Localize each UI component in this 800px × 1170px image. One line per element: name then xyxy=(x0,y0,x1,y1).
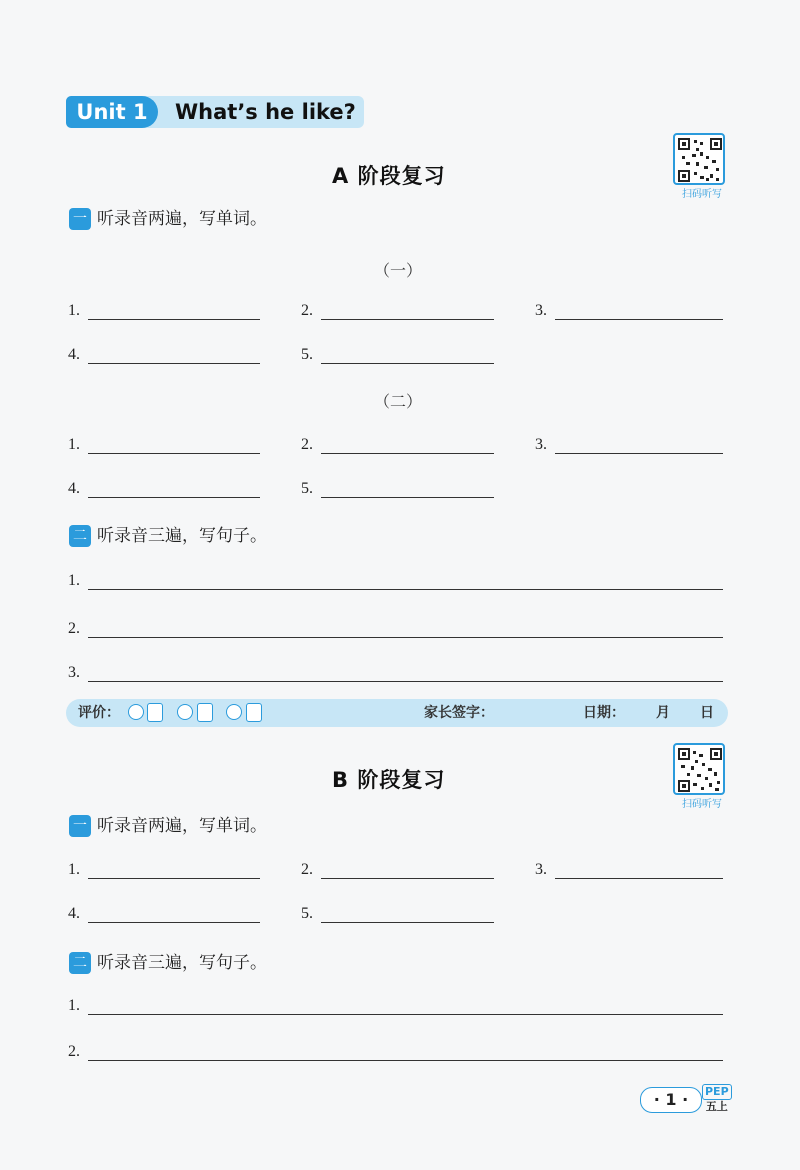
word-blank-3[interactable] xyxy=(535,861,723,881)
date-label: 日期： xyxy=(583,705,625,721)
blank-number: 2. xyxy=(301,861,313,878)
blank-number: 1. xyxy=(68,302,80,319)
section-a-title: A 阶段复习 xyxy=(332,164,446,188)
section-b-question-2 xyxy=(69,952,267,974)
blank-number: 2. xyxy=(68,620,80,637)
sentence-blank-2[interactable] xyxy=(68,1043,723,1063)
happy-checkbox[interactable] xyxy=(246,703,262,722)
blank-number: 3. xyxy=(68,664,80,681)
word-blank-3[interactable] xyxy=(535,436,723,456)
question-number-badge: 一 xyxy=(69,815,91,837)
question-text: 听录音两遍，写单词。 xyxy=(97,209,267,229)
neutral-face-icon xyxy=(177,704,193,720)
neutral-checkbox[interactable] xyxy=(197,703,213,722)
section-b-title: B 阶段复习 xyxy=(332,768,446,792)
word-blank-3[interactable] xyxy=(535,302,723,322)
section-b-question-1 xyxy=(69,815,267,837)
blank-number: 3. xyxy=(535,302,547,319)
grade-label: 五上 xyxy=(705,1100,728,1113)
word-blank-1[interactable] xyxy=(68,436,260,456)
blank-number: 1. xyxy=(68,861,80,878)
sentence-blank-2[interactable] xyxy=(68,620,723,640)
qr-label: 扫码听写 xyxy=(682,189,722,200)
word-blank-5[interactable] xyxy=(301,346,494,366)
question-text: 听录音三遍，写句子。 xyxy=(97,526,267,546)
blank-number: 4. xyxy=(68,346,80,363)
qr-code-icon xyxy=(673,743,725,795)
blank-number: 5. xyxy=(301,480,313,497)
word-blank-4[interactable] xyxy=(68,346,260,366)
word-blank-2[interactable] xyxy=(301,436,494,456)
qr-code-icon xyxy=(673,133,725,185)
question-text: 听录音三遍，写句子。 xyxy=(97,953,267,973)
word-blank-1[interactable] xyxy=(68,302,260,322)
sentence-blank-3[interactable] xyxy=(68,664,723,684)
unit-label: Unit 1 xyxy=(66,96,158,128)
subpart-2-title: （二） xyxy=(374,392,423,411)
question-number-badge: 二 xyxy=(69,952,91,974)
qr-code-b[interactable] xyxy=(673,743,731,810)
sad-face-icon xyxy=(128,704,144,720)
section-a-question-1 xyxy=(69,208,267,230)
evaluation-label: 评价： xyxy=(78,705,120,721)
question-number-badge: 一 xyxy=(69,208,91,230)
question-number-badge: 二 xyxy=(69,525,91,547)
blank-number: 3. xyxy=(535,436,547,453)
qr-label: 扫码听写 xyxy=(682,799,722,810)
sad-checkbox[interactable] xyxy=(147,703,163,722)
blank-number: 1. xyxy=(68,436,80,453)
word-blank-5[interactable] xyxy=(301,905,494,925)
blank-number: 2. xyxy=(301,302,313,319)
unit-title: What’s he like? xyxy=(175,100,356,124)
blank-number: 5. xyxy=(301,905,313,922)
blank-number: 4. xyxy=(68,905,80,922)
word-blank-4[interactable] xyxy=(68,480,260,500)
word-blank-2[interactable] xyxy=(301,861,494,881)
question-text: 听录音两遍，写单词。 xyxy=(97,816,267,836)
word-blank-1[interactable] xyxy=(68,861,260,881)
blank-number: 2. xyxy=(68,1043,80,1060)
word-blank-2[interactable] xyxy=(301,302,494,322)
blank-number: 1. xyxy=(68,997,80,1014)
month-label: 月 xyxy=(656,705,670,721)
blank-number: 1. xyxy=(68,572,80,589)
edition-badge xyxy=(702,1084,732,1114)
blank-number: 5. xyxy=(301,346,313,363)
page-number: · 1 · xyxy=(640,1087,702,1113)
blank-number: 3. xyxy=(535,861,547,878)
evaluation-bar xyxy=(66,699,728,727)
page-number-value: 1 xyxy=(665,1090,677,1109)
section-a-question-2 xyxy=(69,525,267,547)
word-blank-4[interactable] xyxy=(68,905,260,925)
parent-signature-label: 家长签字： xyxy=(424,705,494,721)
edition-label: PEP xyxy=(702,1084,732,1100)
blank-number: 2. xyxy=(301,436,313,453)
qr-code-a[interactable] xyxy=(673,133,731,200)
word-blank-5[interactable] xyxy=(301,480,494,500)
day-label: 日 xyxy=(700,705,714,721)
subpart-1-title: （一） xyxy=(374,261,423,280)
happy-face-icon xyxy=(226,704,242,720)
blank-number: 4. xyxy=(68,480,80,497)
sentence-blank-1[interactable] xyxy=(68,997,723,1017)
sentence-blank-1[interactable] xyxy=(68,572,723,592)
